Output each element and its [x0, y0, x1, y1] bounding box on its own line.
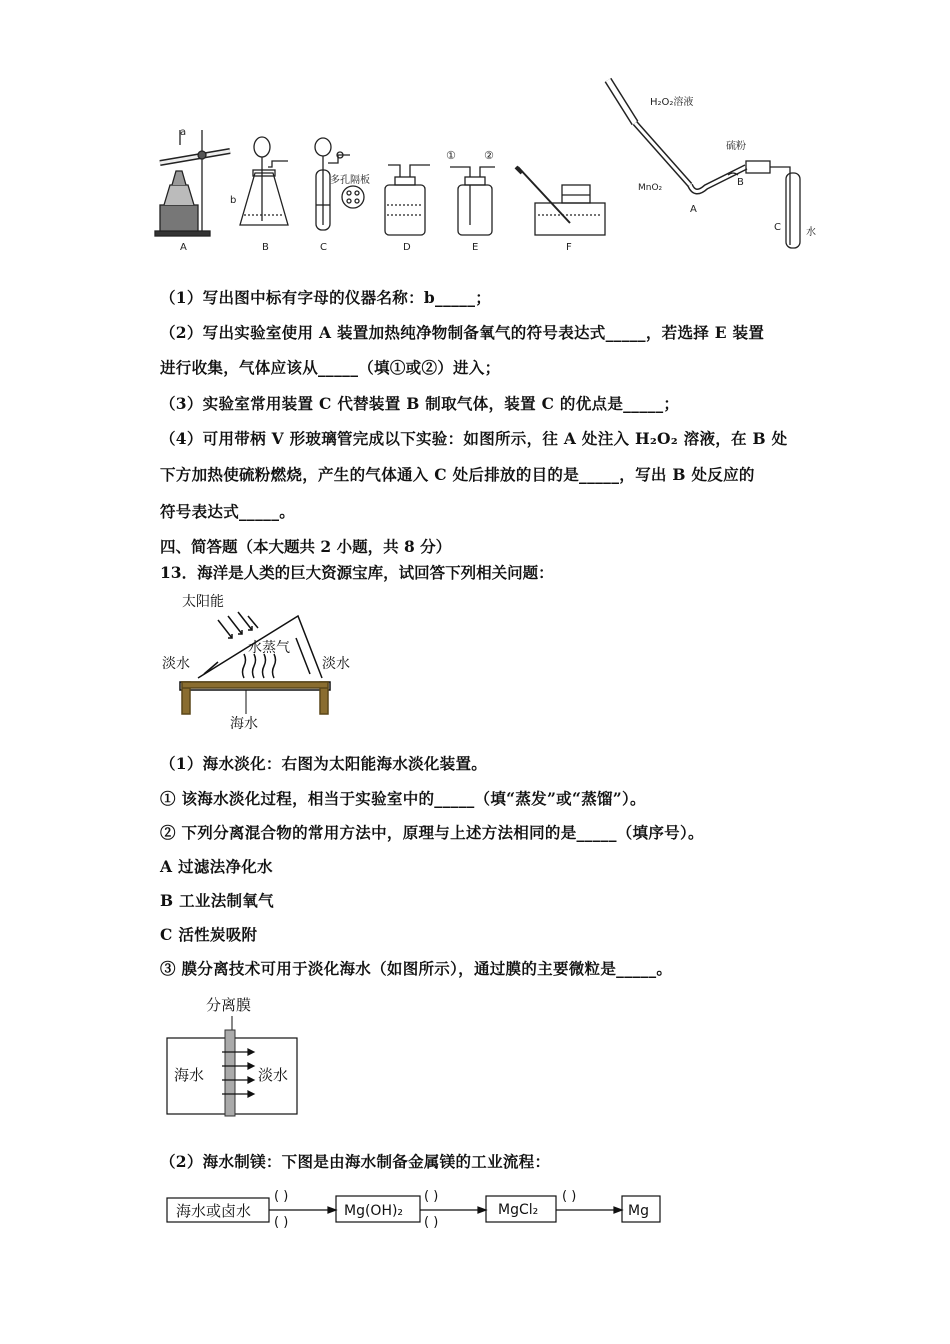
membrane-title: 分离膜	[206, 996, 252, 1014]
vtube-water: 水	[806, 227, 816, 238]
apparatus-a	[155, 130, 230, 236]
label-e: E	[472, 242, 479, 253]
q13-sub2: ② 下列分离混合物的常用方法中，原理与上述方法相同的是_____（填序号）。	[160, 823, 704, 842]
q12-part4-line3: 符号表达式_____。	[160, 502, 296, 521]
q13-option-c: C 活性炭吸附	[160, 925, 258, 944]
flow-step2-bottom: ( )	[424, 1215, 439, 1230]
vtube-sulfur: 硫粉	[726, 141, 746, 152]
section-four-heading: 四、简答题（本大题共 2 小题，共 8 分）	[160, 537, 452, 556]
flow-step1-bottom: ( )	[274, 1215, 289, 1230]
solar-fresh-right: 淡水	[322, 656, 350, 672]
flow-step2-top: ( )	[424, 1189, 439, 1204]
apparatus-figure	[150, 75, 830, 260]
vtube-h2o2: H₂O₂溶液	[650, 97, 694, 108]
apparatus-b	[240, 137, 288, 225]
letter-a: a	[180, 127, 187, 138]
vtube-mno2: MnO₂	[638, 183, 663, 193]
vtube-label-c: C	[774, 222, 781, 233]
letter-b: b	[230, 195, 237, 206]
q12-part1: （1）写出图中标有字母的仪器名称：b_____；	[160, 288, 492, 307]
q12-part4-line2: 下方加热使硫粉燃烧，产生的气体通入 C 处后排放的目的是_____，写出 B 处反应的	[160, 465, 755, 484]
label-b: B	[262, 242, 269, 253]
v-tube-apparatus	[608, 80, 800, 248]
q13-option-b: B 工业法制氧气	[160, 891, 274, 910]
q12-part4-line1: （4）可用带柄 V 形玻璃管完成以下实验：如图所示，往 A 处注入 H₂O₂ 溶液，在 B 处	[160, 429, 788, 448]
q13-part1: （1）海水淡化：右图为太阳能海水淡化装置。	[160, 754, 488, 773]
q13-part2: （2）海水制镁：下图是由海水制备金属镁的工业流程：	[160, 1152, 551, 1171]
membrane-seawater: 海水	[174, 1066, 205, 1084]
flow-mgcl2: MgCl₂	[498, 1202, 539, 1218]
port-2: ②	[484, 149, 494, 162]
flow-start: 海水或卤水	[176, 1202, 252, 1220]
q13-option-a: A 过滤法净化水	[160, 857, 273, 876]
q12-part2-line2: 进行收集，气体应该从_____（填①或②）进入；	[160, 358, 501, 377]
apparatus-e	[450, 167, 495, 235]
mg-process-flow	[160, 1180, 680, 1230]
vtube-label-a: A	[690, 204, 697, 215]
flow-mgoh2: Mg(OH)₂	[344, 1203, 404, 1219]
q13-sub3: ③ 膜分离技术可用于淡化海水（如图所示），通过膜的主要微粒是_____。	[160, 959, 673, 978]
apparatus-d	[385, 165, 430, 235]
label-f: F	[566, 242, 572, 253]
solar-vapor: 水蒸气	[248, 640, 290, 656]
label-c: C	[320, 242, 327, 253]
apparatus-f	[516, 167, 605, 235]
flow-mg: Mg	[628, 1203, 649, 1219]
vtube-label-b: B	[737, 177, 744, 188]
membrane-freshwater: 淡水	[258, 1066, 289, 1084]
q12-part3: （3）实验室常用装置 C 代替装置 B 制取气体，装置 C 的优点是_____；	[160, 394, 680, 413]
flow-step3-top: ( )	[562, 1189, 577, 1204]
q12-part2-line1: （2）写出实验室使用 A 装置加热纯净物制备氧气的符号表达式_____，若选择 E 装置	[160, 323, 765, 342]
solar-fresh-left: 淡水	[162, 656, 190, 672]
solar-desalination-figure	[160, 590, 370, 735]
solar-seawater: 海水	[230, 716, 258, 732]
solar-sun-label: 太阳能	[182, 594, 224, 610]
label-a: A	[180, 242, 187, 253]
membrane-figure	[160, 990, 310, 1120]
porous-plate-label: 多孔隔板	[330, 175, 370, 186]
port-1: ①	[446, 149, 456, 162]
label-d: D	[403, 242, 411, 253]
q13-sub1: ① 该海水淡化过程，相当于实验室中的_____（填“蒸发”或“蒸馏”）。	[160, 789, 646, 808]
q13-title: 13．海洋是人类的巨大资源宝库，试回答下列相关问题：	[160, 563, 554, 582]
flow-step1-top: ( )	[274, 1189, 289, 1204]
